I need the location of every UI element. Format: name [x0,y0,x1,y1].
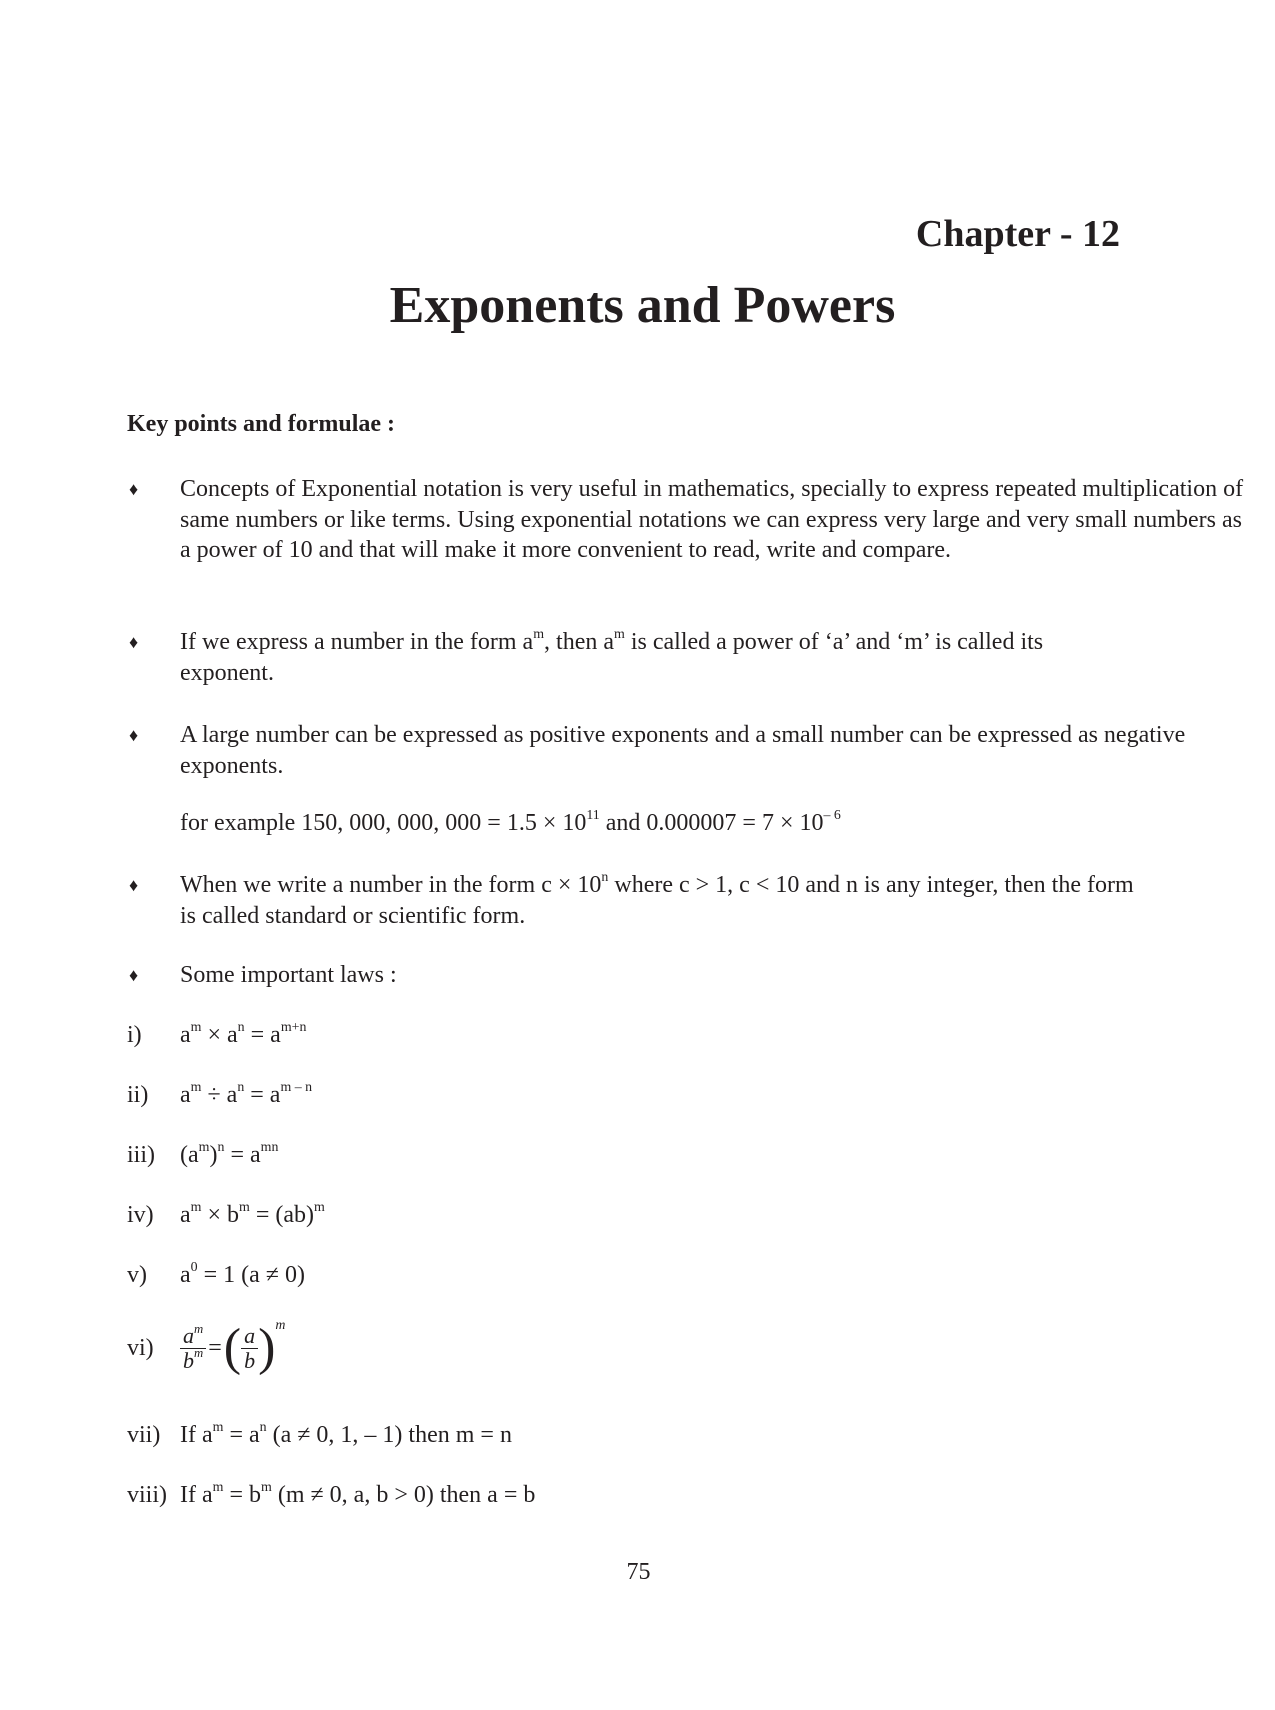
superscript: m+n [280,1019,307,1035]
superscript: m [190,1199,202,1215]
superscript: m [212,1419,224,1435]
text-run: , then a [544,629,615,655]
superscript: m [194,1346,204,1361]
law-item [127,1140,278,1170]
fraction-numerator [180,1324,206,1348]
law-item [127,1200,325,1230]
text-run: a [180,1082,191,1108]
superscript: mn [260,1139,279,1155]
law-item [127,1480,535,1510]
superscript: n [601,869,609,885]
equals-sign: = [208,1335,222,1361]
superscript: m [190,1019,202,1035]
text-run: = a [244,1082,281,1108]
fraction [180,1324,206,1371]
superscript: n [237,1019,245,1035]
superscript: m [198,1139,210,1155]
law-item [127,1420,512,1450]
text-run: (m ≠ 0, a, b > 0) then a = b [271,1482,536,1508]
superscript: m [239,1199,250,1215]
diamond-bullet-icon: ♦ [129,725,139,745]
bullet-text [180,870,1140,931]
law-number: ii) [127,1082,149,1108]
superscript: m – n [280,1079,313,1095]
text-run: a [180,1202,191,1228]
text-run: a [180,1262,191,1288]
superscript: n [217,1139,225,1155]
law-number: i) [127,1022,142,1048]
diamond-bullet-icon: ♦ [129,965,139,985]
diamond-bullet-icon: ♦ [129,479,139,499]
superscript: m [212,1479,224,1495]
law-number: v) [127,1262,147,1288]
text-run: If a [180,1422,213,1448]
fraction-numerator: a [241,1324,258,1348]
diamond-bullet-icon: ♦ [129,632,139,652]
text-run: = b [223,1482,262,1508]
chapter-label: Chapter - 12 [915,213,1120,255]
superscript: n [237,1079,245,1095]
text-run: × a [201,1022,238,1048]
superscript: 0 [190,1259,198,1275]
superscript: m [533,626,545,642]
text-run: ÷ a [201,1082,238,1108]
law-item [127,1260,305,1290]
superscript: m [314,1199,325,1215]
text-run: = a [224,1142,261,1168]
superscript: – 6 [823,807,841,823]
text-run: = a [223,1422,260,1448]
text-run: where c > 1, c < 10 and n is any integer, then the form is called standard or scientific form. [180,872,1134,929]
superscript: m [275,1318,286,1334]
text-run: If a [180,1482,213,1508]
superscript: m [194,1322,204,1337]
diamond-bullet-icon: ♦ [129,875,139,895]
bullet-text [180,627,1140,688]
fraction [241,1324,258,1371]
page-number: 75 [626,1559,651,1585]
fraction-denominator: b [244,1347,256,1373]
right-paren-icon: ) [258,1319,276,1376]
bullet-text: A large number can be expressed as positive exponents and a small number can be expressed as negative exponents. [180,722,1186,779]
text-run: = (ab) [249,1202,315,1228]
law-number: iii) [127,1142,155,1168]
text-run: b [183,1347,194,1373]
superscript: m [261,1479,272,1495]
text-run: When we write a number in the form c × 10 [180,872,602,898]
superscript: 11 [586,807,600,823]
text-run: is called a power of ‘a’ and ‘m’ is called its exponent. [180,629,1044,686]
text-run: a [183,1323,194,1349]
bullet-text: Concepts of Exponential notation is very useful in mathematics, specially to express repeated multiplication of same numbers or like terms. Using exponential notations we can express very large and very small numbers as a power of 10 and that will make it more convenient to read, write and compare. [180,476,1244,563]
text-run: ) [209,1142,218,1168]
text-run: (a [180,1142,199,1168]
text-run: = a [244,1022,281,1048]
chapter-title: Exponents and Powers [389,277,896,334]
superscript: m [190,1079,202,1095]
law-item [127,1318,286,1376]
left-paren-icon: ( [223,1319,242,1376]
fraction-denominator [180,1346,206,1373]
bullet-text: Some important laws : [180,962,397,988]
text-run: If we express a number in the form a [180,629,534,655]
text-run: × b [201,1202,240,1228]
law-item [127,1080,312,1110]
law-number: vii) [127,1422,161,1448]
superscript: n [259,1419,267,1435]
superscript: m [614,626,625,642]
law-number: vi) [127,1335,154,1361]
law-number: iv) [127,1202,154,1228]
section-heading: Key points and formulae : [127,411,396,437]
text-run: for example 150, 000, 000, 000 = 1.5 × 10 [180,810,587,836]
law-number: viii) [127,1482,167,1508]
text-run: and 0.000007 = 7 × 10 [599,810,824,836]
example-text [180,808,1252,839]
text-run: a [180,1022,191,1048]
law-item [127,1020,306,1050]
text-run: (a ≠ 0, 1, – 1) then m = n [266,1422,512,1448]
text-run: = 1 (a ≠ 0) [197,1262,305,1288]
